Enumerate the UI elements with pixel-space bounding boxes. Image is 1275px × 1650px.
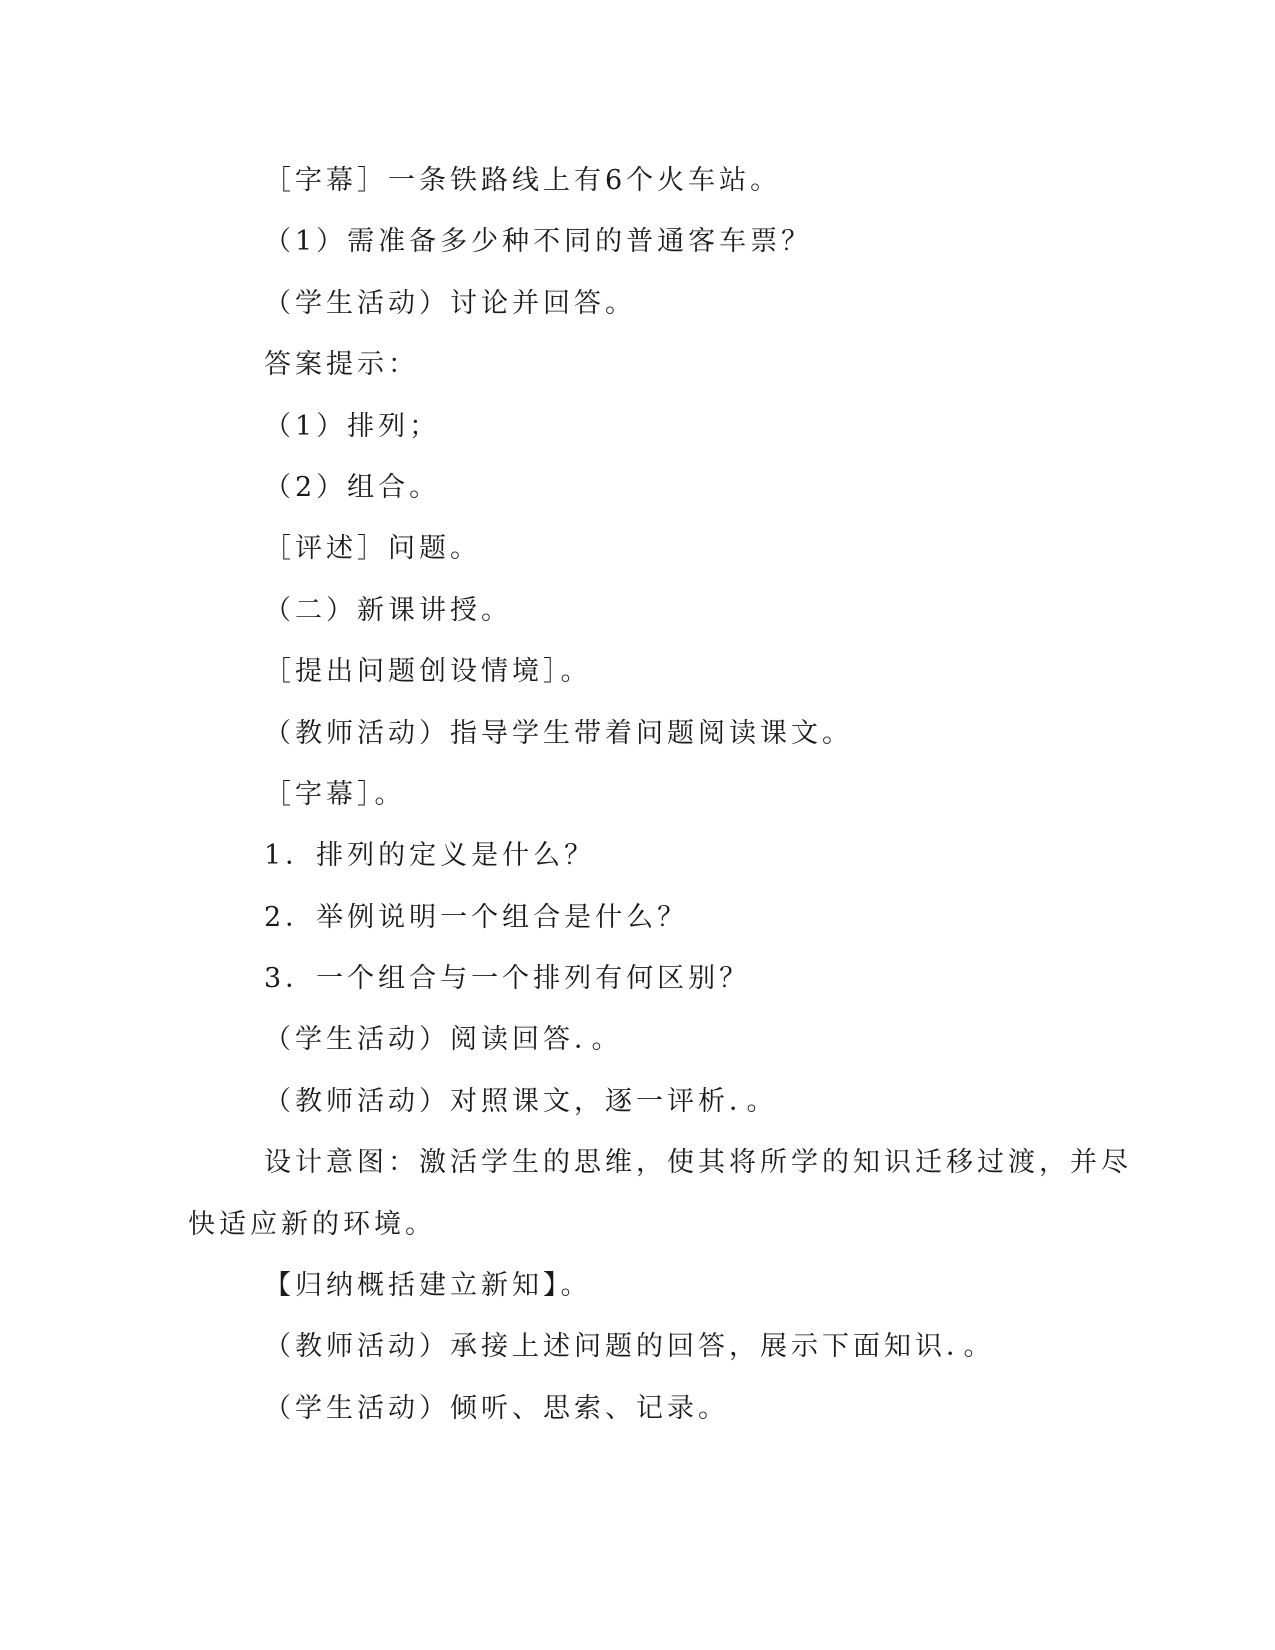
- text-line: 1．排列的定义是什么？: [264, 840, 596, 872]
- text-line: （1）需准备多少种不同的普通客车票？: [264, 226, 813, 258]
- text-line: 【归纳概括建立新知】。: [264, 1270, 592, 1302]
- text-line: ［字幕］。: [264, 778, 406, 810]
- text-line: 2．举例说明一个组合是什么？: [264, 901, 689, 933]
- document-body: [188, 150, 1132, 1439]
- text-line: ［提出问题创设情境］。: [264, 656, 592, 688]
- text-line: （学生活动）讨论并回答。: [264, 287, 636, 319]
- text-line: （教师活动）指导学生带着问题阅读课文。: [264, 717, 853, 749]
- text-line: （教师活动）承接上述问题的回答，展示下面知识．。: [264, 1331, 995, 1363]
- text-line: （学生活动）阅读回答．。: [264, 1024, 623, 1056]
- text-line: 设计意图：激活学生的思维，使其将所学的知识迁移过渡，并尽: [264, 1147, 1132, 1179]
- text-line: 答案提示：: [264, 349, 419, 381]
- text-line: ［评述］问题。: [264, 533, 481, 565]
- text-line: （二）新课讲授。: [264, 594, 512, 626]
- text-line: 快适应新的环境。: [188, 1208, 436, 1240]
- text-line: ［字幕］一条铁路线上有6个火车站。: [264, 165, 782, 196]
- text-line: （2）组合。: [264, 471, 441, 503]
- text-line: （1）排列；: [264, 410, 441, 442]
- text-line: （教师活动）对照课文，逐一评析．。: [264, 1085, 778, 1117]
- text-line: （学生活动）倾听、思索、记录。: [264, 1392, 729, 1424]
- text-line: 3．一个组合与一个排列有何区别？: [264, 963, 751, 995]
